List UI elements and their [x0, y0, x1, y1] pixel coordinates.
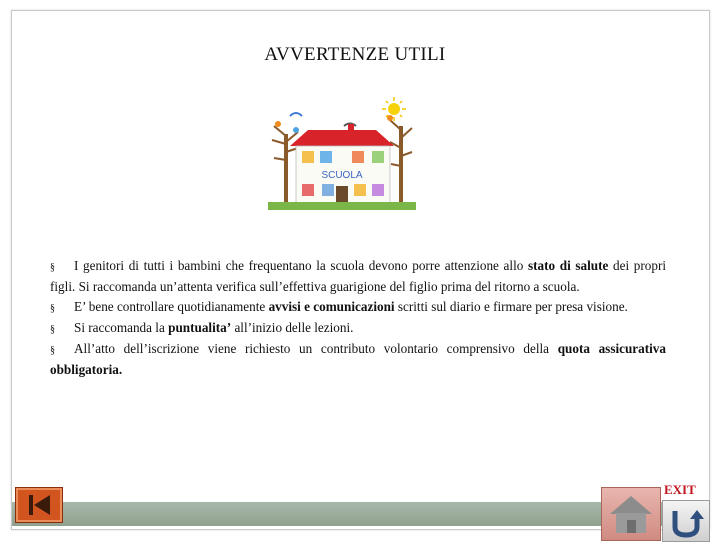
left-tree — [272, 121, 299, 204]
school-illustration — [268, 96, 416, 210]
home-icon — [602, 488, 660, 540]
bullet-icon: § — [50, 302, 55, 314]
skip-to-first-icon — [16, 488, 62, 522]
bullet-icon: § — [50, 345, 55, 357]
return-button[interactable] — [662, 500, 710, 542]
illustration-label: SCUOLA — [321, 170, 363, 181]
advice-item-insurance: § All’atto dell’iscrizione viene richiesto un contributo volontario comprensivo della quota assicurativa obbligatoria. — [50, 341, 666, 378]
advice-item-punctuality: § Si raccomanda la puntualita’ all’inizio delle lezioni. — [50, 318, 666, 339]
return-icon — [663, 501, 709, 541]
bullet-icon: § — [50, 262, 55, 273]
first-slide-button[interactable] — [15, 487, 63, 523]
sun-icon — [382, 97, 406, 121]
bullet-icon: § — [50, 323, 55, 335]
home-button[interactable] — [601, 487, 661, 541]
advice-item-health: § I genitori di tutti i bambini che frequentano la scuola devono porre attenzione allo stato di salute dei propri figli. Si raccomanda un’attenta verifica sull’effettiva guarigione del figlio prima del ritorno a scuola. — [50, 258, 666, 295]
advice-list — [50, 256, 666, 380]
right-tree — [387, 115, 412, 204]
exit-link[interactable]: EXIT — [664, 482, 696, 497]
advice-item-notices: § E’ bene controllare quotidianamente avvisi e comunicazioni scritti sul diario e firmare per presa visione. — [50, 297, 666, 318]
slide-title: AVVERTENZE UTILI — [264, 44, 446, 65]
